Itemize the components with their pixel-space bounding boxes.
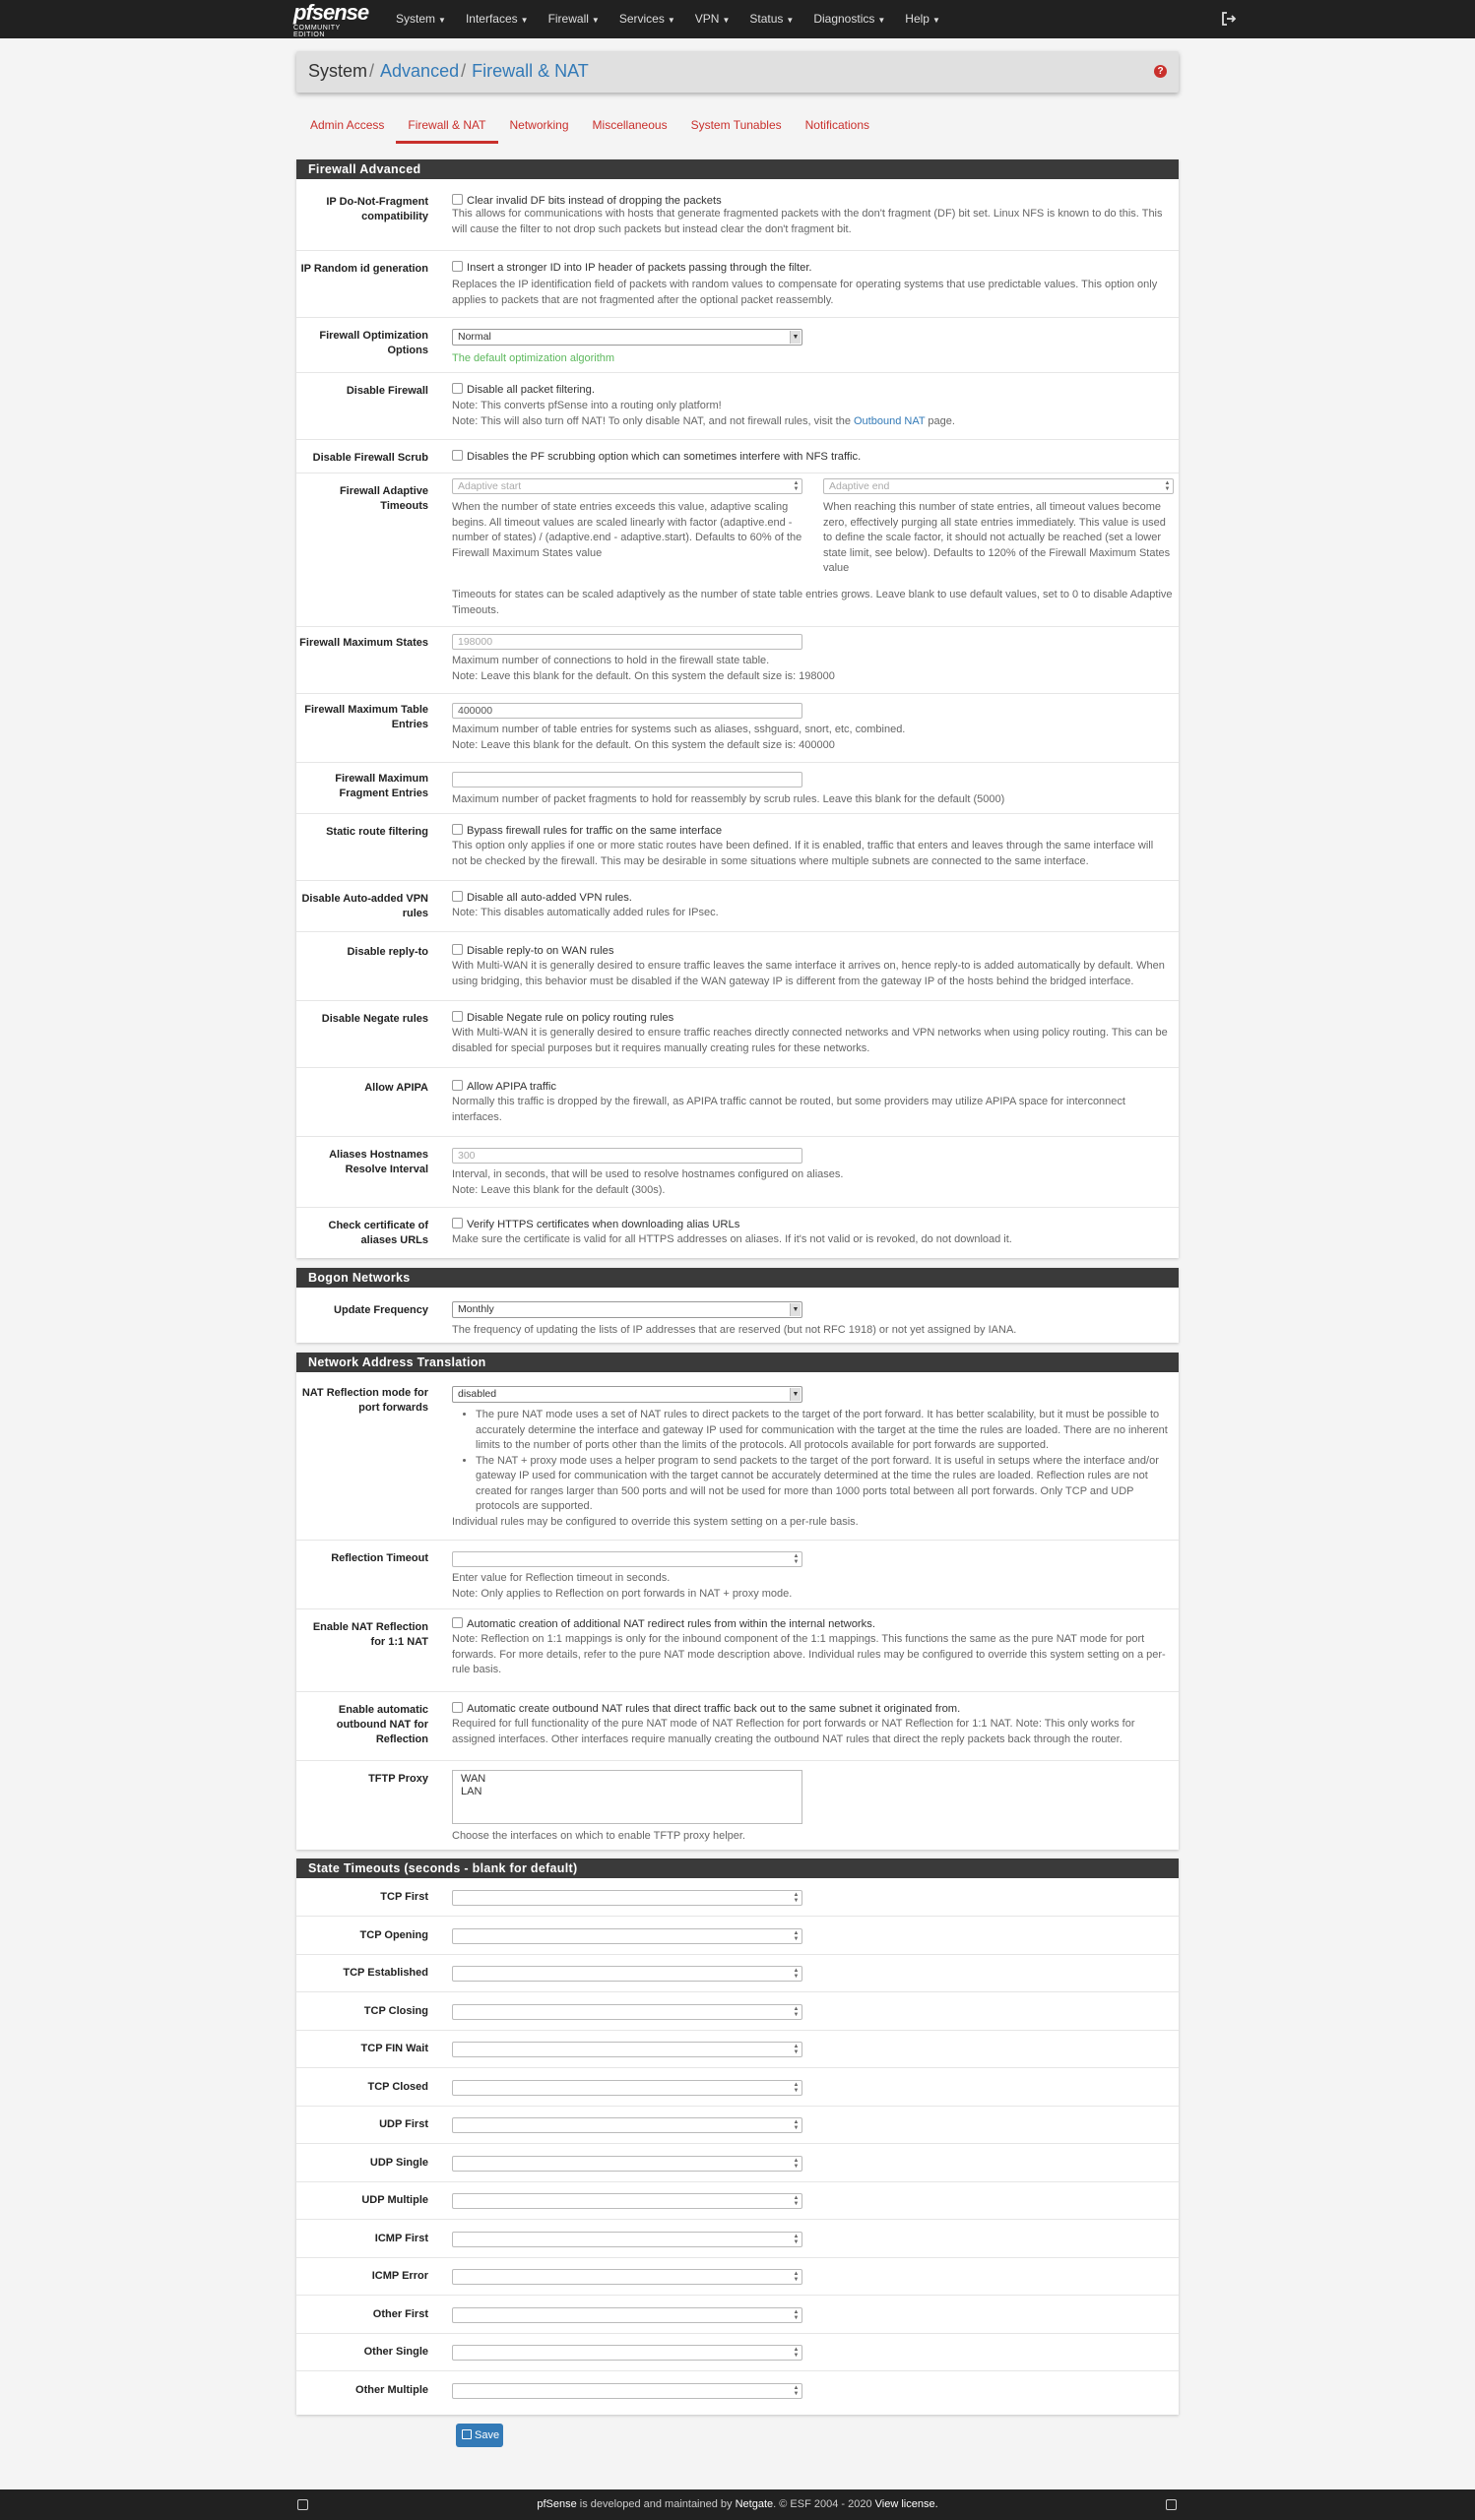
spinner-icon: ▲ ▼ <box>793 2308 800 2321</box>
icmp-error-input[interactable] <box>452 2269 802 2285</box>
main-menu <box>386 0 950 38</box>
optimization-hint: The default optimization algorithm <box>452 352 615 364</box>
label-vpn-rules: Disable Auto-added VPN rules <box>301 893 428 919</box>
other-multiple-input[interactable] <box>452 2383 802 2399</box>
label-other-first: Other First <box>372 2307 428 2320</box>
tab-networking[interactable]: Networking <box>509 118 569 132</box>
reflection-timeout-input[interactable] <box>452 1551 802 1567</box>
label-udp-multiple: UDP Multiple <box>361 2194 428 2206</box>
menu-vpn[interactable]: VPN ▼ <box>694 12 731 26</box>
caret-down-icon: ▼ <box>520 16 529 25</box>
max-table-input[interactable]: 400000 <box>452 703 802 719</box>
spinner-icon: ▲ ▼ <box>793 2081 800 2094</box>
vpn-rules-checkbox[interactable] <box>452 891 463 902</box>
menu-status[interactable]: Status ▼ <box>749 12 795 26</box>
spinner-icon: ▲ ▼ <box>1164 480 1171 492</box>
tab-miscellaneous[interactable]: Miscellaneous <box>592 118 668 132</box>
spinner-icon: ▲ ▼ <box>793 1929 800 1942</box>
check-cert-checkbox[interactable] <box>452 1218 463 1228</box>
label-random-id: IP Random id generation <box>300 263 428 275</box>
caret-down-icon: ▼ <box>786 16 795 25</box>
help-icon[interactable]: ? <box>1154 65 1167 78</box>
chevron-down-icon: ▼ <box>790 331 801 344</box>
negate-checkbox[interactable] <box>452 1011 463 1022</box>
spinner-icon: ▲ ▼ <box>793 2157 800 2170</box>
label-negate: Disable Negate rules <box>321 1013 428 1025</box>
expand-icon[interactable] <box>1166 2499 1177 2510</box>
adaptive-start-input[interactable]: Adaptive start ▲ ▼ <box>452 478 802 494</box>
adaptive-end-hint: When reaching this number of state entries, all timeout values become zero, effectively purging all state entries immediately. This value is used to define the scale factor, it should not actually be reached (set a lower state limit, see below). Defaults to 120% of the Firewall Maximum States value <box>823 501 1171 574</box>
section-title: Firewall Advanced <box>296 159 1179 179</box>
collapse-icon[interactable] <box>297 2499 308 2510</box>
label-udp-single: UDP Single <box>369 2156 428 2169</box>
label-static-route: Static route filtering <box>326 826 428 838</box>
nat-reflection-select[interactable]: disabled ▼ <box>452 1386 802 1403</box>
top-navbar <box>0 0 1475 38</box>
footer-brand: pfSense <box>537 2498 577 2510</box>
tab-notifications[interactable]: Notifications <box>804 118 869 132</box>
reflection-modes-list <box>476 1408 1175 1515</box>
spinner-icon: ▲ ▼ <box>793 2044 800 2055</box>
chevron-down-icon: ▼ <box>790 1303 801 1316</box>
logo-text: pfsense <box>293 0 369 25</box>
other-first-input[interactable] <box>452 2307 802 2323</box>
fw-body: IP Do-Not-Fragment compatibility Clear invalid DF bits instead of dropping the packets This allows for communications with hosts that generate fragmented packets with the don't fragment (DF) bit set. Linux NFS is known to do this. This will cause the filter to not drop such packets but instead clear the don't fragment bit. IP Random id generation Insert a stronger ID into IP header of packets passing through the filter. Replaces the IP identification field of packets with random values to compensate for operating systems that use predictable values. This option only applies to packets that are not fragmented after the optional packet reassembly. Firewall Optimization Options Normal ▼ The default optimization algorithm Disable Firewall Disable all packet filtering. Note: This converts pfSense into a routing only platform! Note: This will also turn off NAT! To only disable NAT, and not firewall rules, visit the Outbound NAT page. Disable Firewall Scrub Disables the PF scrubbing option which can sometimes interfere with NFS traffic. Firewall Adaptive Timeouts Adaptive start ▲ ▼ Adaptive end ▲ ▼ When the number of state entries exceeds this value, adaptive scaling begins. All timeout values are scaled linearly with factor (adaptive.end - number of states) / (adaptive.end - adaptive.start). Defaults to 60% of the Firewall Maximum States value When reaching this number of state entries, all timeout values become zero, effectively purging all state entries immediately. This value is used to define the scale factor, it should not actually be reached (set a lower state limit, see below). Defaults to 120% of the Firewall Maximum States value Timeouts for states can be scaled adaptively as the number of state table entries grows. Leave blank to use default values, set to 0 to disable Adaptive Timeouts. Firewall Maximum States 198000 Maximum number of connections to hold in the firewall state table. Note: Leave this blank for the default. On this system the default size is: 198000 Firewall Maximum Table Entries 400000 Maximum number of table entries for systems such as aliases, sshguard, snort, etc, combined. Note: Leave this blank for the default. On this system the default size is: 400000 Firewall Maximum Fragment Entries Maximum number of packet fragments to hold for reassembly by scrub rules. Leave this blank for the default (5000) Static route filtering Bypass firewall rules for traffic on the same interface This option only applies if one or more static routes have been defined. If it is enabled, traffic that enters and leaves through the same interface will not be checked by the firewall. This may be desirable in some situations where multiple subnets are connected to the same interface. Disable Auto-added VPN rules Disable all auto-added VPN rules. Note: This disables automatically added rules for IPsec. Disable reply-to Disable reply-to on WAN rules With Multi-WAN it is generally desired to ensure traffic leaves the same interface it arrives on, hence reply-to is added automatically by default. When using bridging, this behavior must be disabled if the WAN gateway IP is different from the gateway IP of the hosts behind the bridged interface. Disable Negate rules Disable Negate rule on policy routing rules With Multi-WAN it is generally desired to ensure traffic reaches directly connected networks and VPN networks when using policy routing. This can be disabled for special purposes but it requires manually creating rules for these networks. Allow APIPA Allow APIPA traffic Normally this traffic is dropped by the firewall, as APIPA traffic cannot be routed, but some providers may utilize APIPA space for interconnect interfaces. Aliases Hostnames Resolve Interval 300 Interval, in seconds, that will be used to resolve hostnames configured on aliases. Note: Leave this blank for the default (300s). Check certificate of aliases URLs Verify HTTPS certificates when downloading alias URLs Make sure the certificate is valid for all HTTPS addresses on aliases. If it's not valid or is revoked, do not download it. <box>296 159 1179 1258</box>
tab-admin-access[interactable]: Admin Access <box>310 118 385 132</box>
max-frag-input[interactable] <box>452 772 802 788</box>
footer: pfSense is developed and maintained by Netgate. © ESF 2004 - 2020 View license. <box>0 2489 1475 2520</box>
outbound-nat-link[interactable]: Outbound NAT <box>854 414 926 427</box>
dnf-check-label: Clear invalid DF bits instead of dropping the packets <box>467 195 722 207</box>
spinner-icon: ▲ ▼ <box>793 2384 800 2397</box>
label-alias-resolve: Aliases Hostnames Resolve Interval <box>329 1149 428 1175</box>
apipa-checkbox[interactable] <box>452 1080 463 1091</box>
tab-firewall-nat[interactable]: Firewall & NAT <box>396 112 497 144</box>
menu-system[interactable]: System ▼ <box>396 12 446 26</box>
menu-help[interactable]: Help ▼ <box>905 12 940 26</box>
footer-company-link[interactable]: Netgate <box>735 2498 774 2510</box>
caret-down-icon: ▼ <box>877 16 886 25</box>
menu-firewall[interactable]: Firewall ▼ <box>547 12 600 26</box>
breadcrumb-system: System <box>308 61 368 81</box>
nat-section: Network Address Translation NAT Reflection mode for port forwards disabled ▼ • The pure NAT mode uses a set of NAT rules to direct packets to the target of the port forward. It has better scalability, but it must be possible to accurately determine the interface and gateway IP used for communication with the target at the time the rules are loaded. There are no inherent limits to the number of ports other than the limits of the protocols. All protocols available for port forwards are supported. • The NAT + proxy mode uses a helper program to send packets to the target of the port forward. It is useful in setups where the interface and/or gateway IP used for communication with the target cannot be accurately determined at the time the rules are loaded. Reflection rules are not created for ranges larger than 500 ports and will not be used for more than 1000 ports total between all port forwards. Only TCP and UDP protocols are supported. Individual rules may be configured to override this system setting on a per-rule basis. Reflection Timeout ▲ ▼ Enter value for Reflection timeout in seconds. Note: Only applies to Reflection on port forwards in NAT + proxy mode. Enable NAT Reflection for 1:1 NAT Automatic creation of additional NAT redirect rules from within the internal networks. Note: Reflection on 1:1 mappings is only for the inbound component of the 1:1 mappings. This functions the same as the pure NAT mode for port forwards. For more details, refer to the pure NAT mode description above. Individual rules may be configured to override this system setting on a per-rule basis. Enable automatic outbound NAT for Reflection Automatic create outbound NAT rules that direct traffic back out to the same subnet it originated from. Required for full functionality of the pure NAT mode of NAT Reflection for port forwards or NAT Reflection for 1:1 NAT. Note: This only works for assigned interfaces. Other interfaces require manually creating the outbound NAT rules that direct the reply packets back through the router. TFTP Proxy WAN LAN Choose the interfaces on which to enable TFTP proxy helper. <box>296 1353 1179 1850</box>
section-title: Network Address Translation <box>296 1353 1179 1372</box>
random-id-hint: Replaces the IP identification field of packets with random values to compensate for operating systems that use predictable values. This option only applies to packets that are not fragmented after the optional packet reassembly. <box>452 279 1158 306</box>
outbound-nat-checkbox[interactable] <box>452 1702 463 1713</box>
spinner-icon: ▲ ▼ <box>793 2233 800 2245</box>
menu-diagnostics[interactable]: Diagnostics ▼ <box>813 12 886 26</box>
dnf-hint: This allows for communications with hosts that generate fragmented packets with the don't fragment (DF) bit set. Linux NFS is known to do this. This will cause the filter to not drop such packets but instead clear the don't fragment bit. <box>452 208 1163 235</box>
label-tcp-opening: TCP Opening <box>359 1928 428 1941</box>
random-id-checkbox[interactable] <box>452 261 463 272</box>
label-reply-to: Disable reply-to <box>347 946 428 958</box>
bogon-section: Bogon Networks Update Frequency Monthly ▼ The frequency of updating the lists of IP addresses that are reserved (but not RFC 1918) or not yet assigned by IANA. <box>296 1268 1179 1343</box>
label-update-frequency: Update Frequency <box>334 1304 428 1316</box>
logo-subtext: COMMUNITY EDITION <box>293 25 341 38</box>
spinner-icon: ▲ ▼ <box>793 2005 800 2018</box>
list-item[interactable]: WAN <box>461 1773 486 1785</box>
caret-down-icon: ▼ <box>722 16 731 25</box>
state-timeouts-section <box>296 1858 1179 2415</box>
reply-to-checkbox[interactable] <box>452 944 463 955</box>
menu-services[interactable]: Services ▼ <box>618 12 675 26</box>
pfsense-logo[interactable] <box>293 2 372 37</box>
floppy-disk-icon <box>462 2429 472 2439</box>
other-single-input[interactable] <box>452 2345 802 2361</box>
caret-down-icon: ▼ <box>591 16 600 25</box>
tcp-first-input[interactable] <box>452 1890 802 1906</box>
caret-down-icon: ▼ <box>438 16 446 25</box>
disable-firewall-checkbox[interactable] <box>452 383 463 394</box>
adaptive-end-input[interactable]: Adaptive end ▲ ▼ <box>823 478 1174 494</box>
breadcrumb: System / Advanced / Firewall & NAT <box>308 61 589 81</box>
chevron-down-icon: ▼ <box>790 1388 801 1401</box>
label-check-cert: Check certificate of aliases URLs <box>328 1220 428 1246</box>
tcp-closed-input[interactable] <box>452 2080 802 2096</box>
udp-first-input[interactable] <box>452 2117 802 2133</box>
dnf-checkbox[interactable] <box>452 194 463 205</box>
spinner-icon: ▲ ▼ <box>793 1553 800 1565</box>
update-frequency-select[interactable]: Monthly ▼ <box>452 1301 802 1318</box>
label-adaptive: Firewall Adaptive Timeouts <box>339 485 428 512</box>
label-icmp-first: ICMP First <box>374 2232 428 2244</box>
nat-1to1-checkbox[interactable] <box>452 1617 463 1628</box>
label-max-table: Firewall Maximum Table Entries <box>304 704 428 730</box>
label-dnf: IP Do-Not-Fragment compatibility <box>326 196 428 222</box>
label-optimization: Firewall Optimization Options <box>319 330 428 356</box>
tcp-opening-input[interactable] <box>452 1928 802 1944</box>
caret-down-icon: ▼ <box>931 16 940 25</box>
section-title: State Timeouts (seconds - blank for default) <box>296 1858 1179 1878</box>
tcp-established-input[interactable] <box>452 1966 802 1982</box>
menu-interfaces[interactable]: Interfaces ▼ <box>465 12 529 26</box>
caret-down-icon: ▼ <box>667 16 675 25</box>
alias-resolve-input[interactable]: 300 <box>452 1148 802 1164</box>
view-license-link[interactable]: View license. <box>874 2498 938 2510</box>
udp-single-input[interactable] <box>452 2156 802 2172</box>
logout-icon[interactable] <box>1221 11 1237 27</box>
scrub-checkbox[interactable] <box>452 450 463 461</box>
spinner-icon: ▲ ▼ <box>793 480 800 492</box>
label-max-states: Firewall Maximum States <box>299 637 428 649</box>
label-tcp-fin-wait: TCP FIN Wait <box>360 2043 428 2054</box>
spinner-icon: ▲ ▼ <box>793 2119 800 2131</box>
label-tcp-established: TCP Established <box>343 1967 428 1979</box>
spinner-icon: ▲ ▼ <box>793 2195 800 2207</box>
adaptive-hint: Timeouts for states can be scaled adaptively as the number of state table entries grows. Leave blank to use default values, set to 0 to disable Adaptive Timeouts. <box>452 589 1173 616</box>
tftp-proxy-listbox[interactable] <box>452 1770 802 1824</box>
max-states-input[interactable]: 198000 <box>452 634 802 650</box>
spinner-icon: ▲ ▼ <box>793 2271 800 2283</box>
label-apipa: Allow APIPA <box>364 1082 428 1094</box>
list-item: • The pure NAT mode uses a set of NAT rules to direct packets to the target of the port forward. It has better scalability, but it must be possible to accurately determine the interface and gateway IP used for communication with the target at the time the rules are loaded. There are no inherent limits to the number of ports other than the limits of the protocols. All protocols available for port forwards are supported. <box>476 1408 1175 1454</box>
adaptive-start-hint: When the number of state entries exceeds this value, adaptive scaling begins. All timeout values are scaled linearly with factor (adaptive.end - number of states) / (adaptive.end - adaptive.start). Defaults to 60% of the Firewall Maximum States value <box>452 501 802 559</box>
label-tcp-first: TCP First <box>380 1891 428 1903</box>
spinner-icon: ▲ ▼ <box>793 1968 800 1980</box>
save-button[interactable]: Save <box>456 2424 503 2447</box>
static-route-checkbox[interactable] <box>452 824 463 835</box>
spinner-icon: ▲ ▼ <box>793 2347 800 2359</box>
label-outbound-nat: Enable automatic outbound NAT for Reflection <box>336 1704 428 1745</box>
label-udp-first: UDP First <box>379 2118 428 2130</box>
tab-system-tunables[interactable]: System Tunables <box>690 118 782 132</box>
label-nat-reflection: NAT Reflection mode for port forwards <box>301 1387 428 1414</box>
label-icmp-error: ICMP Error <box>371 2270 428 2282</box>
spinner-icon: ▲ ▼ <box>793 1892 800 1904</box>
tcp-closing-input[interactable] <box>452 2004 802 2020</box>
tab-bar <box>298 112 881 144</box>
label-max-frag: Firewall Maximum Fragment Entries <box>335 773 428 799</box>
udp-multiple-input[interactable] <box>452 2193 802 2209</box>
tcp-fin-wait-input[interactable] <box>452 2042 802 2057</box>
optimization-select[interactable]: Normal ▼ <box>452 329 802 346</box>
label-disable-firewall: Disable Firewall <box>346 385 428 397</box>
label-tftp-proxy: TFTP Proxy <box>368 1773 428 1785</box>
label-nat-1to1: Enable NAT Reflection for 1:1 NAT <box>312 1621 428 1648</box>
label-other-multiple: Other Multiple <box>355 2383 428 2396</box>
label-tcp-closing: TCP Closing <box>363 2004 428 2017</box>
label-scrub: Disable Firewall Scrub <box>312 452 428 464</box>
label-other-single: Other Single <box>363 2346 428 2358</box>
section-title: Bogon Networks <box>296 1268 1179 1288</box>
label-tcp-closed: TCP Closed <box>367 2080 428 2093</box>
breadcrumb-advanced-link[interactable]: Advanced <box>380 61 460 81</box>
list-item: • The NAT + proxy mode uses a helper program to send packets to the target of the port forward. It is useful in setups where the interface and/or gateway IP used for communication with the target cannot be accurately determined at the time the rules are loaded. Reflection rules are not created for ranges larger than 500 ports and will not be used for more than 1000 ports total between all port forwards. Only TCP and UDP protocols are supported. <box>476 1454 1175 1515</box>
list-item[interactable]: LAN <box>461 1786 482 1797</box>
breadcrumb-panel <box>296 51 1179 93</box>
breadcrumb-current-link[interactable]: Firewall & NAT <box>472 61 589 81</box>
label-reflection-timeout: Reflection Timeout <box>331 1552 428 1564</box>
icmp-first-input[interactable] <box>452 2232 802 2247</box>
